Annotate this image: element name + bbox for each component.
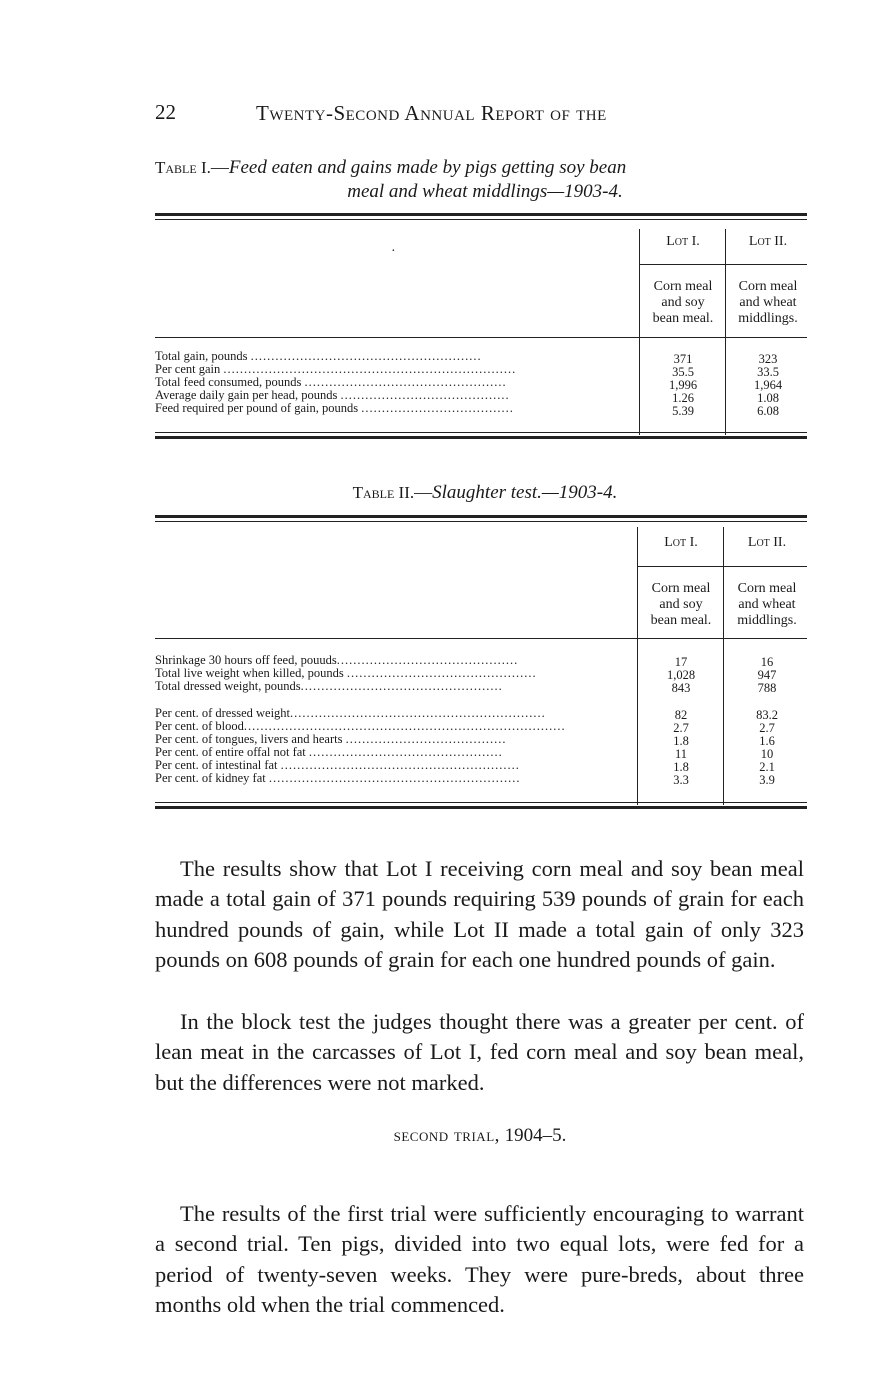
table1-bottom-rule [155, 436, 807, 439]
table1-head-rule [639, 264, 807, 265]
table2-col-sub-lot2 [725, 581, 809, 629]
table1-row-label: Average daily gain per head, pounds ......................................... [155, 389, 510, 402]
table2-col-divider-1 [637, 527, 638, 805]
table2-row-label: Per cent. of tongues, livers and hearts ....................................... [155, 733, 507, 746]
paragraph-results: The results show that Lot I receiving corn meal and soy bean meal made a total gain of 371 pounds requiring 539 pounds of grain for each hundred pounds of gain, while Lot II made a total gain of only 323 pounds on 608 pounds of grain for each one hundred pounds of gain. [155, 855, 804, 973]
table2-row-label: Shrinkage 30 hours off feed, pouuds............................................ [155, 654, 519, 667]
table2-col-sub-lot1-line3: bean meal. [650, 613, 712, 628]
table1-col-sub-lot2-line3: middlings. [738, 311, 798, 326]
table1-label: Table I. [155, 158, 211, 177]
table1-title-line2: meal and wheat middlings—1903-4. [347, 181, 623, 202]
table2-head-rule [637, 566, 807, 567]
table2-cell: 2.1 [759, 760, 775, 774]
table1-col-sub-lot1-line1: Corn meal [653, 279, 713, 294]
table2 [155, 515, 807, 815]
table1-title-line1: Feed eaten and gains made by pigs getting soy bean [228, 157, 627, 178]
table2-cell: 1.8 [673, 760, 689, 774]
table1-caption: Table I.—Feed eaten and gains made by pigs getting soy bean meal and wheat middlings—1903-4. [155, 155, 815, 204]
table2-row-label: Per cent. of dressed weight.............................................................. [155, 707, 546, 720]
paragraph-second-trial: The results of the first trial were sufficiently encouraging to warrant a second trial. Ten pigs, divided into two equal lots, were fed for a period of twenty-seven weeks. They were pure-breds, about three months old when the trial commenced. [155, 1200, 804, 1318]
table1-cell: 371 [673, 352, 693, 366]
table2-top-rule [155, 515, 807, 518]
paragraph-block-test: In the block test the judges thought there was a greater per cent. of lean meat in the carcasses of Lot I, fed corn meal and soy bean meal, but the differences were not marked. [155, 1008, 804, 1095]
section-heading-years: 1904–5. [504, 1125, 567, 1146]
table2-label: Table II. [352, 483, 415, 502]
table2-cell: 1.6 [759, 734, 775, 748]
table2-cell: 947 [757, 668, 777, 682]
table2-cell: 2.7 [759, 721, 775, 735]
table1-top-rule [155, 213, 807, 216]
table2-cell: 17 [674, 655, 688, 669]
table2-col-sub-lot2-line1: Corn meal [737, 581, 797, 596]
table2-row-label: Per cent. of blood.............................................................................. [155, 720, 566, 733]
table2-cell: 83.2 [756, 708, 778, 722]
table1-col-sub-lot2-line2: and wheat [739, 295, 797, 310]
table2-cell: 16 [760, 655, 774, 669]
table2-cell: 82 [674, 708, 688, 722]
table2-col-sub-lot2-line3: middlings. [737, 613, 797, 628]
table2-row-label: Per cent. of intestinal fat .......................................................... [155, 759, 520, 772]
table1-col-head-lot1: Lot I. [666, 234, 700, 249]
table2-col-sub-lot1-line2: and soy [659, 597, 703, 612]
table2-bottom-rule-thin [155, 802, 807, 803]
table2-col-head-lot1: Lot I. [664, 535, 698, 550]
table2-cell: 10 [760, 747, 774, 761]
table1-top-rule-thin [155, 219, 807, 220]
table2-col-divider-2 [723, 527, 724, 805]
table2-cell: 1.8 [673, 734, 689, 748]
table1-col-sub-lot1 [641, 279, 725, 327]
table2-col-sub-lot2-line2: and wheat [738, 597, 796, 612]
table1-col-sub-lot2 [727, 279, 809, 327]
table1-cell: 1.08 [757, 391, 779, 405]
table1-row-label: Per cent gain ....................................................................... [155, 363, 517, 376]
table2-col-sub-lot1 [639, 581, 723, 629]
table2-col-sub-lot1-line1: Corn meal [651, 581, 711, 596]
table1-bottom-rule-thin [155, 432, 807, 433]
section-heading [155, 1125, 805, 1147]
table1-col-sub-lot1-line2: and soy [661, 295, 705, 310]
table1-col-sub-lot1-line3: bean meal. [652, 311, 714, 326]
table2-cell: 1,028 [666, 668, 696, 682]
table1 [155, 213, 807, 441]
table2-cell: 2.7 [673, 721, 689, 735]
table2-row-label: Per cent. of kidney fat ............................................................. [155, 772, 521, 785]
table1-col-head-lot2: Lot II. [748, 234, 788, 249]
table1-col-divider-2 [725, 229, 726, 435]
table1-row-label: Total feed consumed, pounds ................................................. [155, 376, 507, 389]
table2-col-head-lot2: Lot II. [747, 535, 787, 550]
running-head: Twenty-Second Annual Report of the [256, 101, 607, 125]
table2-row-label: Per cent. of entire offal not fat ............................................... [155, 746, 503, 759]
table2-top-rule-thin [155, 521, 807, 522]
table1-cell: 1,964 [753, 378, 783, 392]
table1-body-rule [155, 337, 807, 338]
table1-cell: 6.08 [757, 404, 779, 418]
table1-col-sub-lot2-line1: Corn meal [738, 279, 798, 294]
table1-stub-mark: · [391, 244, 396, 259]
table1-row-label: Total gain, pounds ........................................................ [155, 350, 482, 363]
table1-cell: 35.5 [672, 365, 694, 379]
table2-title: Slaughter test.—1903-4. [432, 482, 618, 503]
page-number: 22 [155, 100, 176, 124]
table1-cell: 5.39 [672, 404, 694, 418]
table1-cell: 33.5 [757, 365, 779, 379]
table1-cell: 1.26 [672, 391, 694, 405]
table2-row-label: Total live weight when killed, pounds .............................................. [155, 667, 537, 680]
table2-cell: 788 [757, 681, 777, 695]
table2-body-rule [155, 638, 807, 639]
table2-bottom-rule [155, 806, 807, 809]
table1-row-label: Feed required per pound of gain, pounds ..................................... [155, 402, 514, 415]
table2-cell: 843 [671, 681, 691, 695]
table2-row-label: Total dressed weight, pounds................................................. [155, 680, 503, 693]
table2-cell: 3.9 [759, 773, 775, 787]
table1-col-divider-1 [639, 229, 640, 435]
table2-caption: Table II.—Slaughter test.—1903-4. [352, 482, 618, 503]
table1-cell: 323 [758, 352, 778, 366]
table2-cell: 3.3 [673, 773, 689, 787]
table2-cell: 11 [674, 747, 688, 761]
table1-cell: 1,996 [668, 378, 698, 392]
section-heading-title: second trial, [393, 1125, 500, 1146]
